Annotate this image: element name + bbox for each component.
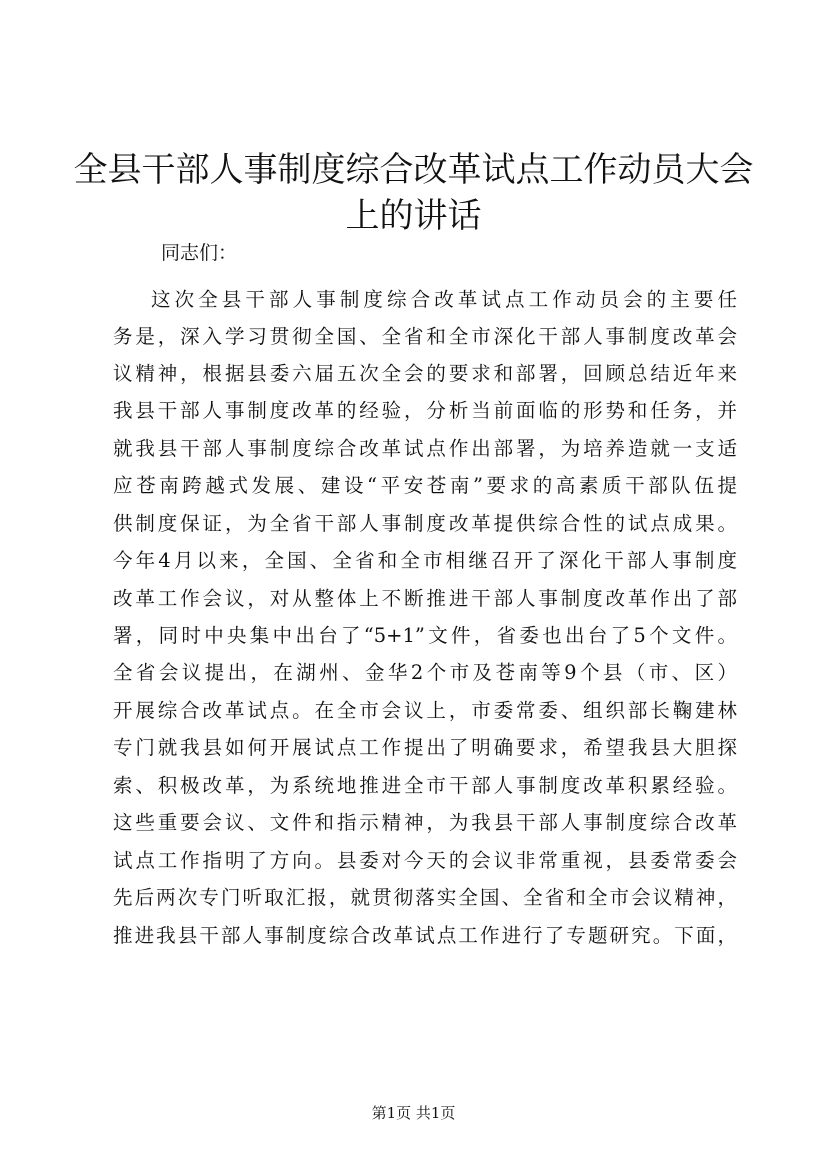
body-line: 全省会议提出，在湖州、金华2个市及苍南等9个县（市、区） [113,661,737,684]
body-line: 务是，深入学习贯彻全国、全省和全市深化干部人事制度改革会 [113,325,737,348]
page-footer: 第1页 共1页 [371,1104,456,1122]
body-line: 今年4月以来，全国、全省和全市相继召开了深化干部人事制度 [113,549,737,572]
title-line-1: 全县干部人事制度综合改革试点工作动员大会 [73,150,754,190]
body-line: 试点工作指明了方向。县委对今天的会议非常重视，县委常委会 [113,849,737,872]
body-line: 就我县干部人事制度综合改革试点作出部署，为培养造就一支适 [113,437,737,460]
body-line: 索、积极改革，为系统地推进全市干部人事制度改革积累经验。 [113,774,737,797]
title-line-2: 上的讲话 [345,196,482,236]
body-line: 改革工作会议，对从整体上不断推进干部人事制度改革作出了部 [113,587,737,610]
body-line: 推进我县干部人事制度综合改革试点工作进行了专题研究。下面， [113,924,737,947]
body-line: 议精神，根据县委六届五次全会的要求和部署，回顾总结近年来 [113,362,737,385]
body-line: 署，同时中央集中出台了“5+1”文件，省委也出台了5个文件。 [113,624,737,647]
body-line: 这些重要会议、文件和指示精神，为我县干部人事制度综合改革 [113,811,737,834]
body-line: 这次全县干部人事制度综合改革试点工作动员会的主要任 [151,288,737,311]
greeting: 同志们： [161,242,238,264]
body-line: 供制度保证，为全省干部人事制度改革提供综合性的试点成果。 [113,512,737,535]
body-line: 先后两次专门听取汇报，就贯彻落实全国、全省和全市会议精神， [113,886,737,909]
body-line: 应苍南跨越式发展、建设“平安苍南”要求的高素质干部队伍提 [113,474,737,497]
body-line: 我县干部人事制度改革的经验，分析当前面临的形势和任务，并 [113,399,737,422]
body-line: 开展综合改革试点。在全市会议上，市委常委、组织部长鞠建林 [113,699,737,722]
body-line: 专门就我县如何开展试点工作提出了明确要求，希望我县大胆探 [113,736,737,759]
